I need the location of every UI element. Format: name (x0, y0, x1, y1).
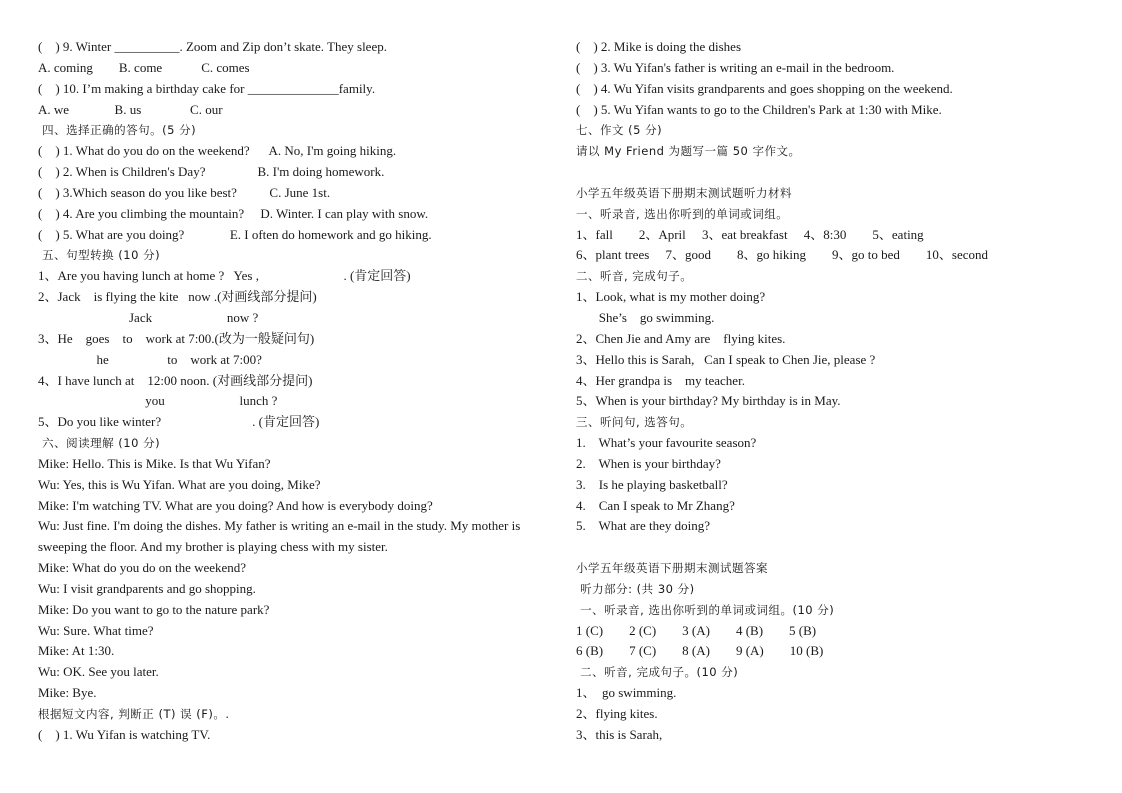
left-text-line: ( ) 1. What do you do on the weekend? A. No, I'm going hiking. (38, 143, 397, 159)
right-text-line: 1 (C) 2 (C) 3 (A) 4 (B) 5 (B) (576, 622, 817, 638)
left-text-line: Mike: Do you want to go to the nature park? (38, 601, 270, 617)
right-text-line: 1、fall 2、April 3、eat breakfast 4、8:30 5、eating (576, 226, 924, 242)
right-text-line: 三、听问句, 选答句。 (576, 415, 693, 430)
left-text-line: 3、He goes to work at 7:00.(改为一般疑问句) (38, 330, 315, 346)
left-text-line: 根据短文内容, 判断正 (T) 误 (F)。. (38, 707, 230, 721)
left-text-line: ( ) 1. Wu Yifan is watching TV. (38, 726, 211, 742)
left-text-line: ( ) 10. I’m making a birthday cake for ______________family. (38, 80, 376, 96)
left-text-line: Wu: I visit grandparents and go shopping. (38, 580, 256, 596)
right-text-line: ( ) 2. Mike is doing the dishes (576, 39, 742, 54)
right-text-line: 七、作文 (5 分) (576, 123, 663, 138)
blank-line (576, 162, 1088, 183)
left-text-line: ( ) 9. Winter __________. Zoom and Zip don’t skate. They sleep. (38, 39, 387, 54)
right-text-line: 1、Look, what is my mother doing? (576, 289, 766, 305)
right-text-line: 2、flying kites. (576, 706, 658, 721)
left-column (38, 37, 550, 746)
right-text-line: 6 (B) 7 (C) 8 (A) 9 (A) 10 (B) (576, 643, 824, 659)
right-text-line: 3、Hello this is Sarah, Can I speak to Chen Jie, please ? (576, 351, 876, 367)
left-text-line: Mike: Hello. This is Mike. Is that Wu Yifan? (38, 455, 271, 471)
left-text-line: he to work at 7:00? (38, 351, 262, 367)
right-text-line: 4. Can I speak to Mr Zhang? (576, 497, 735, 513)
left-text-line: you lunch ? (38, 393, 278, 409)
right-text-line: 2. When is your birthday? (576, 455, 721, 471)
right-text-line: ( ) 5. Wu Yifan wants to go to the Children's Park at 1:30 with Mike. (576, 101, 942, 117)
right-text-line: 5. What are they doing? (576, 518, 711, 534)
right-text-line: 一、听录音, 选出你听到的单词或词组。(10 分) (576, 602, 835, 617)
right-text-line: 请以 My Friend 为题写一篇 50 字作文。 (576, 144, 801, 159)
left-text-line: Jack now ? (38, 309, 259, 325)
left-text-line: Mike: I'm watching TV. What are you doing? And how is everybody doing? (38, 497, 433, 513)
left-text-line: Wu: Just fine. I'm doing the dishes. My father is writing an e-mail in the study. My mother is sweeping the floor. And my brother is playing chess with my sister. (38, 518, 521, 555)
left-text-line: Wu: Yes, this is Wu Yifan. What are you doing, Mike? (38, 476, 321, 492)
left-text-line: 六、阅读理解 (10 分) (38, 436, 161, 451)
left-text-line: ( ) 5. What are you doing? E. I often do homework and go hiking. (38, 226, 432, 242)
blank-line (576, 537, 1088, 558)
left-text-line: 5、Do you like winter? . (肯定回答) (38, 414, 320, 430)
left-text-line: A. coming B. come C. comes (38, 59, 250, 75)
right-text-line: 1. What’s your favourite season? (576, 435, 757, 451)
right-text-line: 6、plant trees 7、good 8、go hiking 9、go to bed 10、second (576, 247, 988, 263)
left-text-line: 四、选择正确的答句。(5 分) (38, 123, 197, 138)
left-text-line: 2、Jack is flying the kite now .(对画线部分提问) (38, 289, 317, 305)
right-text-line: 二、听音, 完成句子。(10 分) (576, 665, 739, 680)
right-text-line: 3、this is Sarah, (576, 726, 663, 742)
right-column (576, 37, 1088, 746)
right-text-line: 小学五年级英语下册期末测试题答案 (576, 561, 768, 576)
right-text-line: 一、听录音, 选出你听到的单词或词组。 (576, 206, 789, 221)
left-text-line: 五、句型转换 (10 分) (38, 248, 161, 263)
right-text-line: 二、听音, 完成句子。 (576, 269, 693, 284)
left-text-line: Mike: Bye. (38, 685, 97, 701)
left-text-line: ( ) 3.Which season do you like best? C. June 1st. (38, 184, 331, 200)
right-text-line: 5、When is your birthday? My birthday is in May. (576, 393, 841, 409)
right-text-line: 小学五年级英语下册期末测试题听力材料 (576, 185, 792, 200)
left-text-line: 1、Are you having lunch at home ? Yes , . (肯定回答) (38, 268, 411, 284)
left-text-line: ( ) 4. Are you climbing the mountain? D. Winter. I can play with snow. (38, 205, 429, 221)
left-text-line: ( ) 2. When is Children's Day? B. I'm doing homework. (38, 164, 385, 180)
right-text-line: 1、 go swimming. (576, 685, 677, 701)
right-text-line: ( ) 3. Wu Yifan's father is writing an e-mail in the bedroom. (576, 59, 895, 75)
right-text-line: 3. Is he playing basketball? (576, 476, 728, 492)
left-text-line: Wu: OK. See you later. (38, 664, 159, 680)
right-text-line: She’s go swimming. (576, 309, 715, 325)
right-text-line: ( ) 4. Wu Yifan visits grandparents and goes shopping on the weekend. (576, 80, 953, 96)
right-text-line: 4、Her grandpa is my teacher. (576, 372, 745, 388)
left-text-line: A. we B. us C. our (38, 101, 223, 117)
left-text-line: Wu: Sure. What time? (38, 622, 154, 638)
left-text-line: Mike: What do you do on the weekend? (38, 560, 247, 576)
left-text-line: 4、I have lunch at 12:00 noon. (对画线部分提问) (38, 372, 313, 388)
right-text-line: 听力部分: (共 30 分) (576, 581, 695, 596)
left-text-line: Mike: At 1:30. (38, 643, 115, 659)
right-text-line: 2、Chen Jie and Amy are flying kites. (576, 330, 786, 346)
